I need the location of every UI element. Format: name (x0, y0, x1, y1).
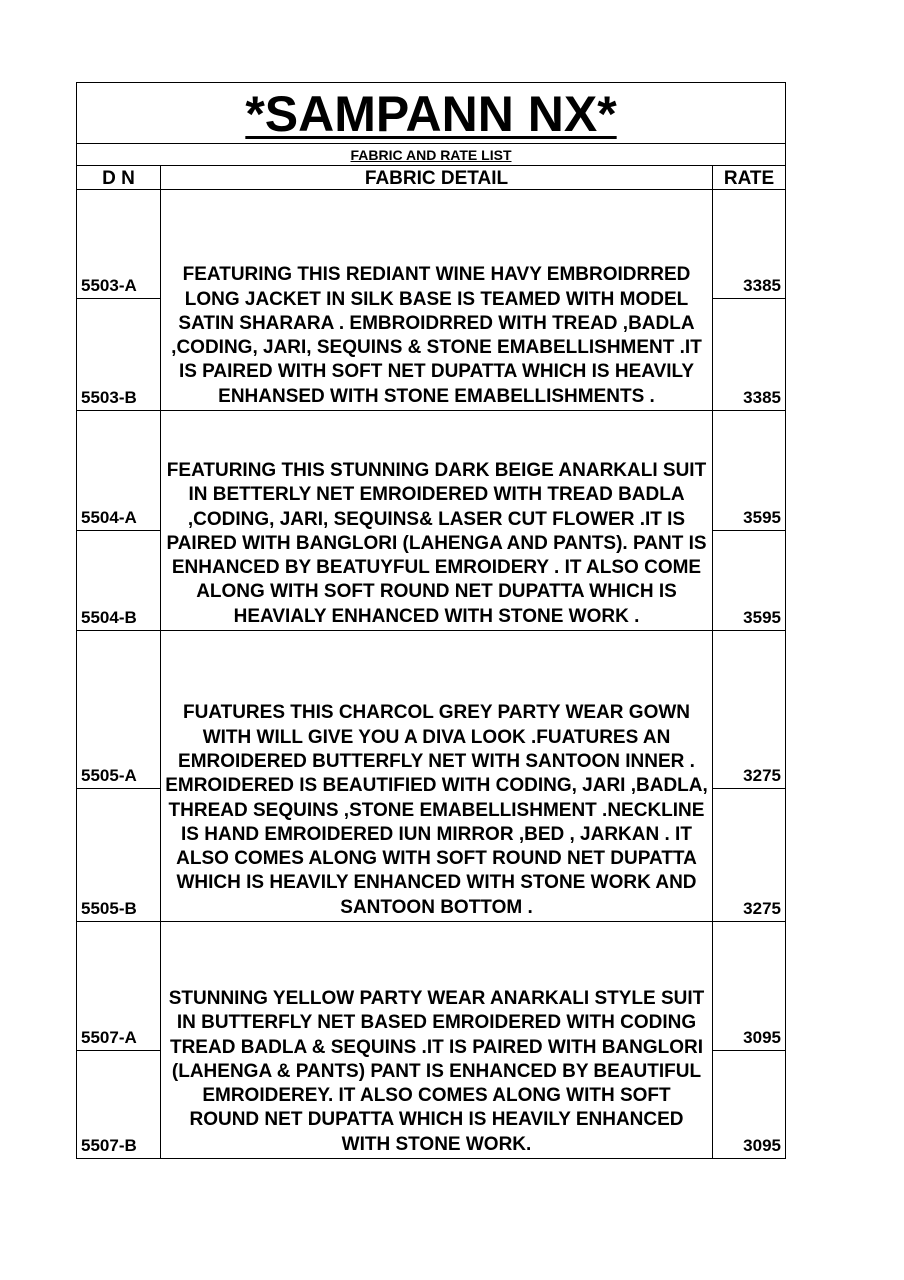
column-header-dn: D N (76, 165, 161, 190)
design-number-cell: 5503-A (76, 189, 161, 299)
rate-cell: 3275 (712, 788, 786, 922)
rate-cell: 3095 (712, 1050, 786, 1159)
rate-cell: 3275 (712, 630, 786, 789)
design-number-cell: 5505-B (76, 788, 161, 922)
fabric-detail-cell: FEATURING THIS STUNNING DARK BEIGE ANARKALI SUIT IN BETTERLY NET EMROIDERED WITH TREAD BADLA ,CODING, JARI, SEQUINS& LASER CUT FLOWER .IT IS PAIRED WITH BANGLORI (LAHENGA AND PANTS). PANT IS ENHANCED BY BEATUYFUL EMROIDERY . IT ALSO COME ALONG WITH SOFT ROUND NET DUPATTA WHICH IS HEAVIALY ENHANCED WITH STONE WORK . (160, 410, 713, 631)
rate-cell: 3595 (712, 530, 786, 631)
design-number-cell: 5503-B (76, 298, 161, 411)
document-title: *SAMPANN NX* (76, 82, 786, 144)
rate-cell: 3595 (712, 410, 786, 531)
design-number-cell: 5507-B (76, 1050, 161, 1159)
rate-cell: 3095 (712, 921, 786, 1051)
fabric-detail-cell: STUNNING YELLOW PARTY WEAR ANARKALI STYLE SUIT IN BUTTERFLY NET BASED EMROIDERED WITH CODING TREAD BADLA & SEQUINS .IT IS PAIRED WITH BANGLORI (LAHENGA & PANTS) PANT IS ENHANCED BY BEAUTIFUL EMROIDEREY. IT ALSO COMES ALONG WITH SOFT ROUND NET DUPATTA WHICH IS HEAVILY ENHANCED WITH STONE WORK. (160, 921, 713, 1159)
design-number-cell: 5507-A (76, 921, 161, 1051)
column-header-rate: RATE (712, 165, 786, 190)
design-number-cell: 5504-B (76, 530, 161, 631)
rate-cell: 3385 (712, 189, 786, 299)
design-number-cell: 5505-A (76, 630, 161, 789)
column-header-fabric-detail: FABRIC DETAIL (160, 165, 713, 190)
fabric-detail-cell: FUATURES THIS CHARCOL GREY PARTY WEAR GOWN WITH WILL GIVE YOU A DIVA LOOK .FUATURES AN EMROIDERED BUTTERFLY NET WITH SANTOON INNER . EMROIDERED IS BEAUTIFIED WITH CODING, JARI ,BADLA, THREAD SEQUINS ,STONE EMABELLISHMENT .NECKLINE IS HAND EMROIDERED IUN MIRROR ,BED , JARKAN . IT ALSO COMES ALONG WITH SOFT ROUND NET DUPATTA WHICH IS HEAVILY ENHANCED WITH STONE WORK AND SANTOON BOTTOM . (160, 630, 713, 922)
rate-cell: 3385 (712, 298, 786, 411)
document-subtitle: FABRIC AND RATE LIST (76, 143, 786, 166)
fabric-detail-cell: FEATURING THIS REDIANT WINE HAVY EMBROIDRRED LONG JACKET IN SILK BASE IS TEAMED WITH MODEL SATIN SHARARA . EMBROIDRRED WITH TREAD ,BADLA ,CODING, JARI, SEQUINS & STONE EMABELLISHMENT .IT IS PAIRED WITH SOFT NET DUPATTA WHICH IS HEAVILY ENHANSED WITH STONE EMABELLISHMENTS . (160, 189, 713, 411)
design-number-cell: 5504-A (76, 410, 161, 531)
